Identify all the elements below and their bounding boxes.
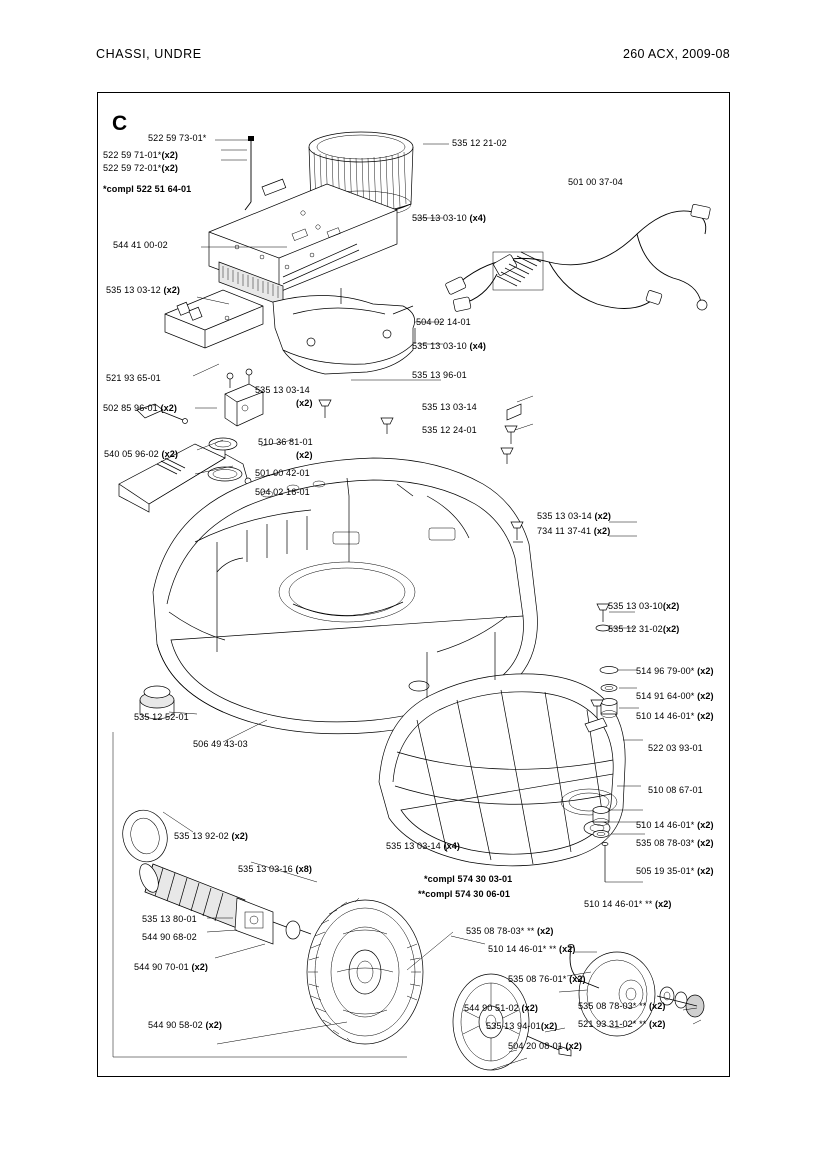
callout-535-13-92-02: 535 13 92-02 (x2) xyxy=(174,831,249,841)
callout-535-12-52-01: 535 12 52-01 xyxy=(134,712,189,722)
callout-535-13-03-16: 535 13 03-16 (x8) xyxy=(238,864,313,874)
callout-compl-574-30-06-01: **compl 574 30 06-01 xyxy=(418,889,510,899)
callout-535-13-03-14-b: 535 13 03-14 xyxy=(422,402,477,412)
callout-506-49-43-03: 506 49 43-03 xyxy=(193,739,248,749)
callout-522-59-71-01: 522 59 71-01*(x2) xyxy=(103,150,179,160)
callout-510-14-46-01-a: 510 14 46-01* (x2) xyxy=(636,711,714,721)
page-title: CHASSI, UNDRE xyxy=(96,47,202,61)
model-label: 260 ACX, 2009-08 xyxy=(623,47,730,61)
callout-compl-522-51-64-01: *compl 522 51 64-01 xyxy=(103,184,192,194)
callout-544-90-51-02: 544 90 51-02 (x2) xyxy=(464,1003,539,1013)
callout-535-08-78-03-b: 535 08 78-03* ** (x2) xyxy=(466,926,554,936)
callout-535-13-03-14-a-qty: (x2) xyxy=(296,398,313,408)
callout-535-13-03-10-c: 535 13 03-10(x2) xyxy=(608,601,680,611)
callout-510-36-81-01: 510 36 81-01 xyxy=(258,437,313,447)
callout-510-14-46-01-c: 510 14 46-01* ** (x2) xyxy=(488,944,576,954)
callout-544-90-58-02: 544 90 58-02 (x2) xyxy=(148,1020,223,1030)
page-header xyxy=(0,47,826,67)
callout-535-12-24-01: 535 12 24-01 xyxy=(422,425,477,435)
callout-535-12-21-02: 535 12 21-02 xyxy=(452,138,507,148)
callout-504-02-14-01: 504 02 14-01 xyxy=(416,317,471,327)
callout-535-08-78-03-c: 535 08 78-03* ** (x2) xyxy=(578,1001,666,1011)
callout-535-13-03-12: 535 13 03-12 (x2) xyxy=(106,285,181,295)
callout-514-91-64-00: 514 91 64-00* (x2) xyxy=(636,691,714,701)
callout-535-13-03-10-a: 535 13 03-10 (x4) xyxy=(412,213,487,223)
callout-535-13-03-14-d: 535 13 03-14 (x4) xyxy=(386,841,461,851)
callout-504-20-08-01: 504 20 08-01 (x2) xyxy=(508,1041,583,1051)
callout-535-12-31-02: 535 12 31-02(x2) xyxy=(608,624,680,634)
callout-522-59-72-01: 522 59 72-01*(x2) xyxy=(103,163,179,173)
callout-501-00-37-04: 501 00 37-04 xyxy=(568,177,623,187)
callout-535-08-76-01: 535 08 76-01* (x2) xyxy=(508,974,586,984)
callout-505-19-35-01: 505 19 35-01* (x2) xyxy=(636,866,714,876)
callout-514-96-79-00: 514 96 79-00* (x2) xyxy=(636,666,714,676)
callout-522-59-73-01: 522 59 73-01* xyxy=(148,133,207,143)
callout-510-36-81-01-qty: (x2) xyxy=(296,450,313,460)
callout-535-13-96-01: 535 13 96-01 xyxy=(412,370,467,380)
callout-510-08-67-01: 510 08 67-01 xyxy=(648,785,703,795)
upper-chassis-part xyxy=(273,288,415,374)
sensor-board-part xyxy=(165,290,263,348)
callout-535-13-03-14-c: 535 13 03-14 (x2) xyxy=(537,511,612,521)
section-letter: C xyxy=(112,112,128,135)
callout-522-03-93-01: 522 03 93-01 xyxy=(648,743,703,753)
callout-535-13-03-14-a: 535 13 03-14 xyxy=(255,385,310,395)
callout-734-11-37-41: 734 11 37-41 (x2) xyxy=(537,526,611,536)
callout-521-93-31-02: 521 93 31-02* ** (x2) xyxy=(578,1019,666,1029)
callout-compl-574-30-03-01: *compl 574 30 03-01 xyxy=(424,874,513,884)
exploded-parts-illustration xyxy=(97,92,730,1077)
callout-510-14-46-01-b: 510 14 46-01* (x2) xyxy=(636,820,714,830)
callout-544-90-70-01: 544 90 70-01 (x2) xyxy=(134,962,209,972)
callout-510-14-46-01-d: 510 14 46-01* ** (x2) xyxy=(584,899,672,909)
callout-535-08-78-03-a: 535 08 78-03* (x2) xyxy=(636,838,714,848)
callout-502-85-96-01: 502 85 96-01 (x2) xyxy=(103,403,178,413)
callout-535-13-94-01: 535 13 94-01(x2) xyxy=(486,1021,558,1031)
callout-535-13-03-10-b: 535 13 03-10 (x4) xyxy=(412,341,487,351)
callout-521-93-65-01: 521 93 65-01 xyxy=(106,373,161,383)
drive-wheel-part xyxy=(307,898,423,1044)
callout-501-00-42-01: 501 00 42-01 xyxy=(255,468,310,478)
callout-504-02-16-01: 504 02 16-01 xyxy=(255,487,310,497)
callout-535-13-80-01: 535 13 80-01 xyxy=(142,914,197,924)
callout-540-05-96-02: 540 05 96-02 (x2) xyxy=(104,449,179,459)
callout-544-90-68-02: 544 90 68-02 xyxy=(142,932,197,942)
callout-544-41-00-02: 544 41 00-02 xyxy=(113,240,168,250)
